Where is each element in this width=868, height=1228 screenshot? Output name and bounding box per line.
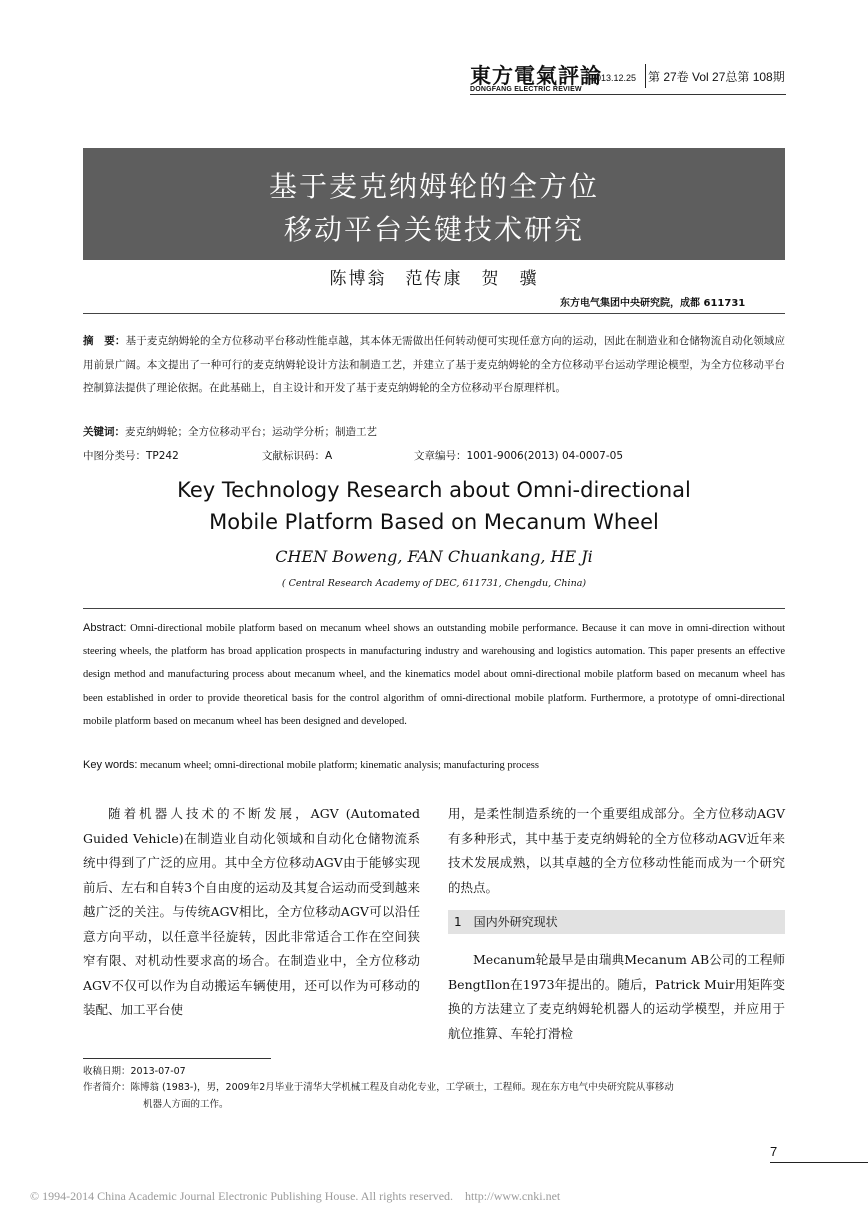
issue-info: 第 27卷 Vol 27总第 108期 (648, 70, 785, 84)
english-title-line-2: Mobile Platform Based on Mecanum Wheel (209, 510, 659, 534)
body-right-column-top (448, 802, 785, 900)
document-code: 文献标识码：A (262, 450, 333, 462)
footnote-rule (83, 1058, 271, 1059)
received-date: 收稿日期：2013-07-07 (83, 1066, 186, 1077)
abstract-en (83, 617, 785, 733)
article-number: 文章编号：1001-9006(2013) 04-0007-05 (414, 450, 624, 462)
header-rule (470, 94, 786, 95)
english-title-line-1: Key Technology Research about Omni-directional (177, 478, 691, 502)
abstract-cn-text: 基于麦克纳姆轮的全方位移动平台移动性能卓越，其本体无需做出任何转动便可实现任意方向的运动，因此在制造业和仓储物流自动化领域应用前景广阔。本文提出了一种可行的麦克纳姆轮设计方法和制造工艺，并建立了基于麦克纳姆轮的全方位移动平台运动学理论模型，为全方位移动平台控制算法提供了理论依据。在此基础上，自主设计和开发了基于麦克纳姆轮的全方位移动平台原理样机。 (83, 335, 786, 394)
header-separator (645, 64, 646, 88)
abstract-cn (83, 330, 785, 401)
affiliation-cn: 东方电气集团中央研究院，成都 611731 (560, 298, 746, 309)
author-bio: 作者简介：陈博翁 (1983-)，男，2009年2月毕业于清华大学机械工程及自动化专业，工学硕士，工程师。现在东方电气中央研究院从事移动 (83, 1082, 674, 1093)
affiliation-en: ( Central Research Academy of DEC, 611731, Chengdu, China) (281, 578, 587, 589)
affiliation-rule (83, 313, 785, 314)
page-number: 7 (770, 1144, 778, 1159)
authors-cn: 陈博翁 范传康 贺 骥 (329, 269, 539, 289)
authors-en: CHEN Boweng, FAN Chuankang, HE Ji (275, 547, 593, 566)
title-line-1: 基于麦克纳姆轮的全方位 (268, 170, 599, 203)
keywords-cn-label: 关键词： (83, 426, 125, 438)
page-number-rule (770, 1162, 868, 1163)
abstract-en-text: Omni-directional mobile platform based on mecanum wheel shows an outstanding mobile performance. Because it can move in omni-direction without steering wheels, the platform has broad application prospects in manufacturing industry and warehousing and logistics automation. This paper presents an effective design method and manufacturing process about mecanum wheel, and the kinematics model about omni-directional mobile platform based on mecanum wheel has been established in order to provide theoretical basis for the control algorithm of omni-directional mobile platform. Furthermore, a prototype of omni-directional mobile platform based on mecanum wheel has been designed and developed. (83, 623, 785, 727)
keywords-en-text: mecanum wheel; omni-directional mobile platform; kinematic analysis; manufacturing process (140, 760, 539, 771)
body-left-paragraph: 随着机器人技术的不断发展，AGV (Automated Guided Vehicle)在制造业自动化领域和自动化仓储物流系统中得到了广泛的应用。其中全方位移动AGV由于能够实现前后、左右和自转3个自由度的运动及其复合运动而受到越来越广泛的关注。与传统AGV相比，全方位移动AGV可以沿任意方向平动，以任意半径旋转，因此非常适合工作在空间狭窄有限、对机动性要求高的场合。在制造业中，全方位移动AGV不仅可以作为自动搬运车辆使用，还可以作为可移动的装配、加工平台使 (83, 806, 420, 1017)
english-affiliation-rule (83, 608, 785, 609)
copyright-notice: © 1994-2014 China Academic Journal Electronic Publishing House. All rights reserved. http://www.cnki.net (30, 1189, 561, 1203)
clc-number: 中图分类号：TP242 (83, 450, 179, 462)
author-bio-continued: 机器人方面的工作。 (143, 1099, 229, 1110)
keywords-cn-text: 麦克纳姆轮；全方位移动平台；运动学分析；制造工艺 (125, 426, 377, 438)
section-heading-text: 1 国内外研究现状 (454, 915, 558, 929)
abstract-en-label: Abstract: (83, 622, 127, 634)
journal-logo-cn: 東方電氣評論 (470, 63, 602, 88)
section-heading-1 (448, 910, 785, 934)
body-right-paragraph-2: Mecanum轮最早是由瑞典Mecanum AB公司的工程师BengtIlon在1973年提出的。随后，Patrick Muir用矩阵变换的方法建立了麦克纳姆轮机器人的运动学模型，并应用于航位推算、车轮打滑检 (448, 952, 785, 1041)
keywords-en (83, 754, 785, 777)
body-right-paragraph-1: 用，是柔性制造系统的一个重要组成部分。全方位移动AGV有多种形式，其中基于麦克纳姆轮的全方位移动AGV近年来技术发展成熟，以其卓越的全方位移动性能而成为一个研究的热点。 (448, 806, 785, 895)
body-left-column (83, 802, 420, 1023)
issue-date: 2013.12.25 (591, 73, 637, 83)
abstract-cn-label: 摘 要： (83, 335, 126, 347)
body-right-column-bottom (448, 948, 785, 1046)
journal-logo-en: DONGFANG ELECTRIC REVIEW (470, 86, 582, 93)
keywords-cn (83, 421, 785, 445)
title-line-2: 移动平台关键技术研究 (283, 213, 584, 246)
keywords-en-label: Key words: (83, 759, 138, 771)
